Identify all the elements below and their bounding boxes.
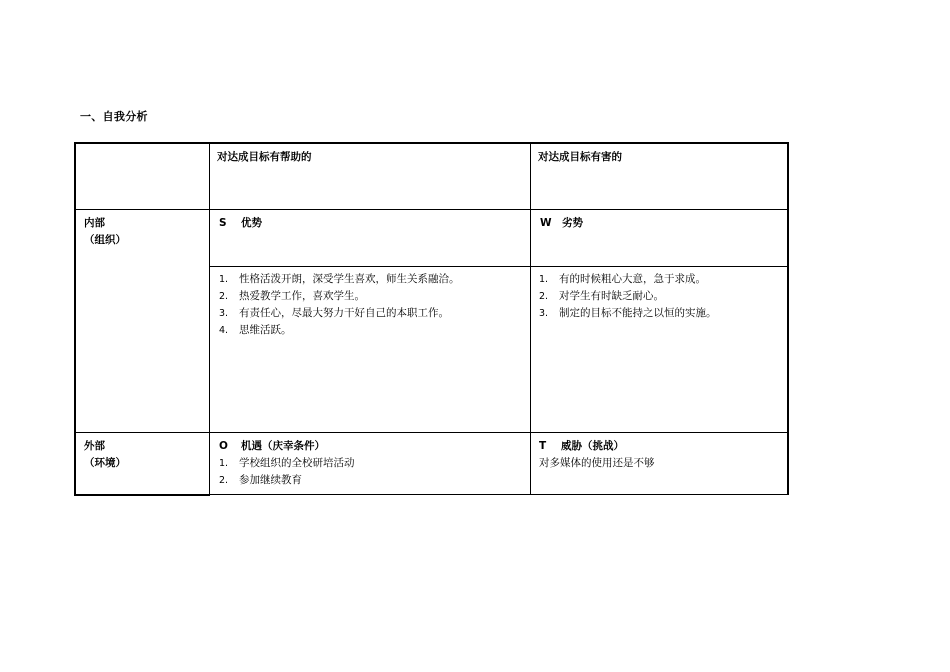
section-title: 一、自我分析: [80, 110, 148, 123]
list-item: 3. 制定的目标不能持之以恒的实施。: [539, 307, 717, 319]
row-divider: [209, 494, 789, 495]
list-item: 2. 对学生有时缺乏耐心。: [539, 290, 664, 302]
strengths-heading: [219, 215, 262, 232]
table-border-top: [74, 142, 789, 144]
external-label: [84, 438, 126, 472]
internal-label: [84, 215, 126, 249]
row-divider: [74, 209, 789, 210]
row-divider: [74, 432, 789, 433]
threats-cell: [539, 438, 779, 472]
internal-label-line1: 内部: [84, 217, 105, 229]
internal-label-line2: （组织）: [84, 234, 126, 246]
opportunities-cell: [219, 438, 524, 489]
table-border-bottom: [74, 494, 209, 496]
weaknesses-letter: W: [540, 217, 552, 229]
threats-letter: T: [539, 440, 547, 452]
strengths-list: [219, 271, 524, 339]
table-border-right: [787, 142, 789, 495]
opportunities-letter: O: [219, 440, 228, 452]
list-item: 2. 参加继续教育: [219, 474, 302, 486]
header-helpful: 对达成目标有帮助的: [217, 151, 312, 163]
col-divider: [209, 142, 210, 496]
external-label-line2: （环境）: [84, 457, 126, 469]
list-item: 1. 有的时候粗心大意，急于求成。: [539, 273, 706, 285]
weaknesses-title: 劣势: [562, 217, 583, 229]
swot-table: [74, 142, 789, 497]
list-item: 1. 性格活泼开朗，深受学生喜欢，师生关系融洽。: [219, 273, 460, 285]
external-label-line1: 外部: [84, 440, 105, 452]
list-item: 2. 热爱教学工作，喜欢学生。: [219, 290, 365, 302]
strengths-letter: S: [219, 217, 227, 229]
opportunities-title: 机遇（庆幸条件）: [241, 440, 325, 452]
opportunities-heading: [219, 438, 524, 455]
col-divider: [530, 142, 531, 494]
weaknesses-list: [539, 271, 779, 322]
table-border-left: [74, 142, 76, 496]
list-item: 3. 有责任心，尽最大努力干好自己的本职工作。: [219, 307, 449, 319]
weaknesses-heading: [540, 215, 583, 232]
threats-title: 威胁（挑战）: [561, 440, 624, 452]
threats-heading: [539, 438, 779, 455]
threats-text: 对多媒体的使用还是不够: [539, 457, 655, 469]
list-item: 4. 思维活跃。: [219, 324, 292, 336]
row-divider: [209, 266, 789, 267]
strengths-title: 优势: [241, 217, 262, 229]
list-item: 1. 学校组织的全校研培活动: [219, 457, 355, 469]
header-harmful: 对达成目标有害的: [538, 151, 622, 163]
